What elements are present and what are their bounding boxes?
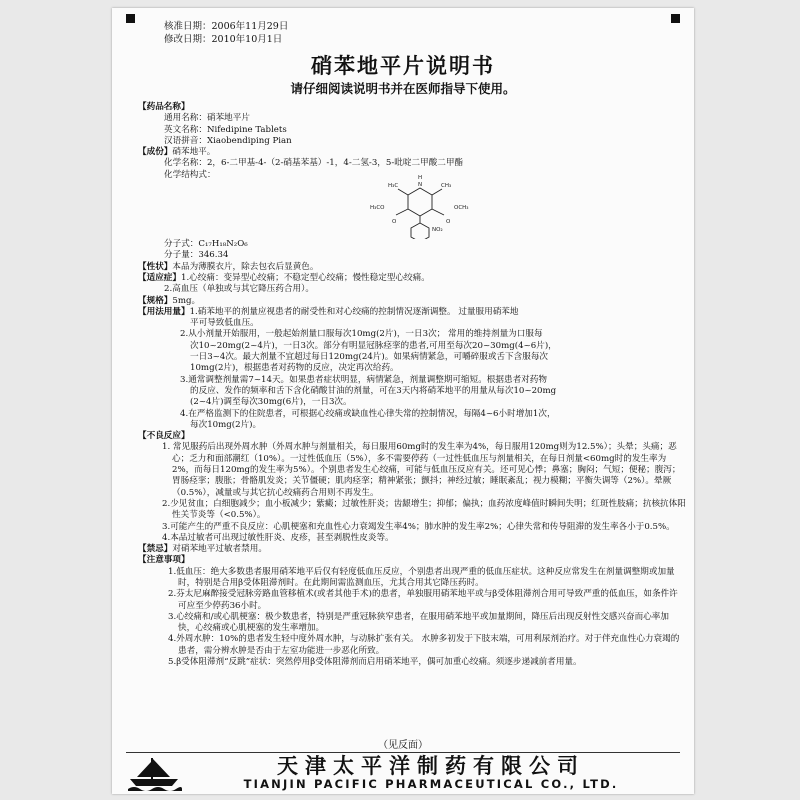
struct-label: OCH₃ bbox=[454, 205, 469, 212]
document-title: 硝苯地平片说明书 bbox=[311, 54, 495, 78]
spec-text: 5mg。 bbox=[172, 295, 201, 306]
pinyin-name: 汉语拼音：Xiaobendiping Pian bbox=[164, 135, 292, 146]
struct-label: CH₃ bbox=[441, 183, 452, 190]
dosage-line: 1.硝苯地平的剂量应视患者的耐受性和对心绞痛的控制情况逐渐调整。 过量服用硝苯地 bbox=[189, 306, 519, 317]
english-name: 英文名称：Nifedipine Tablets bbox=[164, 124, 287, 135]
adverse-item: 4.本品过敏者可出现过敏性肝炎、皮疹，甚至剥脱性皮炎等。 bbox=[162, 532, 394, 543]
dosage-line: 平可导致低血压。 bbox=[190, 318, 259, 329]
struct-label: NO₂ bbox=[432, 227, 443, 234]
dosage-line: 的反应、发作的频率和舌下含化硝酸甘油的剂量，可在3天内将硝苯地平的用量从每次10~20mg bbox=[190, 385, 557, 396]
properties-text: 本品为薄膜衣片，除去包衣后显黄色。 bbox=[172, 261, 319, 272]
dosage-line: 3.通常调整剂量需7~14天。如果患者症状明显，病情紧急，剂量调整期可缩短。根据患者对药物 bbox=[180, 374, 547, 385]
adverse-item: 1. 常见服药后出现外周水肿（外周水肿与剂量相关，每日服用60mg时的发生率为4%，每日服用120mg则为12.5%）；头晕；头痛；恶心；乏力和面部潮红（10%）。一过性低血压（5%），多不需要停药（一过性低血压与剂量相关，在每日剂量<60mg时的发生率为2%，而每日120mg的发生率为5%）。个别患者发生心绞痛，可能与低血压反应有关。还可见心悸；鼻塞；胸闷；气短；便秘；腹泻；胃肠痉挛；腹胀；骨骼肌发炎；关节僵硬；肌肉痉挛；精神紧张；颤抖；神经过敏；睡眠紊乱；视力模糊；平衡失调等（2%）。晕厥（0.5%），减量或与其它抗心绞痛药合用则不再发生。 bbox=[162, 442, 681, 498]
dosage-line: 4.在严格监测下的住院患者，可根据心绞痛或缺血性心律失常的控制情况，每隔4~6小时增加1次， bbox=[180, 408, 556, 419]
section-label-contra: 【禁忌】 bbox=[138, 544, 173, 555]
dosage-line: 10mg(2片)，根据患者对药物的反应，决定再次给药。 bbox=[190, 363, 399, 374]
structure-area bbox=[138, 175, 686, 239]
structure-label: 化学结构式： bbox=[164, 169, 216, 180]
section-label-composition: 【成份】 bbox=[138, 147, 173, 158]
phenyl-ring bbox=[411, 223, 429, 239]
chemical-structure-diagram bbox=[370, 173, 480, 239]
caution-item: 3.心绞痛和/或心肌梗塞：极少数患者，特别是严重冠脉狭窄患者，在服用硝苯地平或加量期间，降压后出现反射性交感兴奋而心率加快，心绞痛或心肌梗塞的发生率增加。 bbox=[168, 611, 669, 634]
spec-row bbox=[138, 296, 686, 307]
caution-item: 1.低血压：绝大多数患者服用硝苯地平后仅有轻度低血压反应，个别患者出现严重的低血压症状。这种反应常发生在剂量调整期或加量时，特别是合用β受体阻滞剂时。在此期间需监测血压，尤其合用其它降压药时。 bbox=[168, 566, 675, 588]
dosage-row bbox=[138, 307, 686, 318]
indication-item: 1.心绞痛：变异型心绞痛；不稳定型心绞痛；慢性稳定型心绞痛。 bbox=[180, 272, 430, 283]
section-label-name: 【药品名称】 bbox=[138, 102, 190, 112]
company-footer bbox=[126, 752, 680, 793]
company-name-en: TIANJIN PACIFIC PHARMACEUTICAL CO., LTD. bbox=[243, 777, 619, 791]
caution-item: 5.β受体阻滞剂“反跳”症状：突然停用β受体阻滞剂而启用硝苯地平，偶可加重心绞痛。须逐步递减前者用量。 bbox=[168, 657, 582, 668]
section-label-cautions: 【注意事项】 bbox=[138, 555, 190, 566]
dosage-line: (2~4片)调至每次30mg(6片)，一日3次。 bbox=[190, 397, 352, 408]
dosage-line: 一日3~4次。最大剂量不宜超过每日120mg(24片)。如果病情紧急，可嚼碎服或舌下含服每次 bbox=[190, 352, 549, 363]
struct-label: H bbox=[418, 175, 423, 182]
dosage-line: 每次10mg(2片)。 bbox=[190, 419, 262, 430]
dosage-line: 次10~20mg(2~4片)，一日3次。部分有明显冠脉痉挛的患者,可用至每次20~30mg(4~6片)， bbox=[190, 340, 557, 351]
section-label-indications: 【适应症】 bbox=[138, 272, 181, 283]
pyridine-ring bbox=[408, 188, 432, 216]
indications-row bbox=[138, 273, 686, 284]
caution-item: 4.外周水肿：10%的患者发生轻中度外周水肿，与动脉扩张有关。 水肿多初发于下肢末端，可用利尿剂治疗。对于伴充血性心力衰竭的患者，需分辨水肿是否由于左室功能进一步恶化所致。 bbox=[168, 634, 680, 656]
revise-date: 修改日期：2010年10月1日 bbox=[164, 34, 283, 45]
ship-logo-icon bbox=[126, 755, 182, 791]
contra-row bbox=[138, 544, 686, 555]
chemical-name: 化学名称：2，6-二甲基-4-（2-硝基苯基）-1，4-二氢-3，5-吡啶二甲酸二甲酯 bbox=[164, 158, 464, 169]
adverse-item: 2.少见贫血；白细胞减少；血小板减少；紫癜；过敏性肝炎；齿龈增生；抑郁；偏执；血药浓度峰值时瞬间失明；红斑性肢痛；抗核抗体阳性关节炎等（<0.5%）。 bbox=[162, 498, 686, 521]
struct-label: N bbox=[418, 182, 423, 189]
methyl-bond bbox=[398, 189, 408, 195]
struct-label: H₃C bbox=[388, 183, 399, 190]
company-name-cn: 天津太平洋制药有限公司 bbox=[277, 754, 585, 778]
molecular-weight: 分子量：346.34 bbox=[164, 250, 229, 261]
leaflet-body bbox=[138, 102, 686, 668]
dates-block bbox=[164, 20, 288, 46]
properties-row bbox=[138, 262, 686, 273]
molecular-formula: 分子式：C₁₇H₁₈N₂O₆ bbox=[164, 239, 248, 250]
composition-lead: 硝苯地平。 bbox=[172, 147, 216, 158]
approve-date: 核准日期：2006年11月29日 bbox=[164, 21, 289, 32]
section-label-dosage: 【用法用量】 bbox=[138, 306, 190, 317]
section-label-properties: 【性状】 bbox=[138, 261, 173, 272]
section-label-adverse: 【不良反应】 bbox=[138, 431, 190, 442]
contra-text: 对硝苯地平过敏者禁用。 bbox=[172, 544, 267, 555]
struct-label: O bbox=[446, 219, 451, 226]
registration-mark bbox=[126, 14, 135, 23]
ester-bond bbox=[396, 209, 408, 215]
registration-mark bbox=[671, 14, 680, 23]
ester-bond bbox=[432, 209, 444, 215]
section-label-spec: 【规格】 bbox=[138, 295, 173, 306]
leaflet-page bbox=[112, 8, 694, 794]
composition-row bbox=[138, 147, 686, 158]
methyl-bond bbox=[432, 189, 442, 195]
struct-label: O bbox=[392, 219, 397, 226]
struct-label: H₃CO bbox=[370, 205, 385, 212]
company-name-block bbox=[182, 755, 680, 791]
dosage-line: 2.从小剂量开始服用，一般起始剂量口服每次10mg(2片)，一日3次； 常用的维持剂量为口服每 bbox=[180, 329, 543, 340]
document-subtitle: 请仔细阅读说明书并在医师指导下使用。 bbox=[290, 81, 516, 96]
caution-item: 2.芬太尼麻醉接受冠脉旁路血管移植术(或者其他手术)的患者，单独服用硝苯地平或与β受体阻滞剂合用可导致严重的低血压，如条件许可应至少停药36小时。 bbox=[168, 589, 678, 611]
see-back-note: （见反面） bbox=[378, 740, 428, 751]
adverse-item: 3.可能产生的严重不良反应：心肌梗塞和充血性心力衰竭发生率4%；肺水肿的发生率2%；心律失常和传导阻滞的发生率各小于0.5%。 bbox=[162, 521, 675, 532]
generic-name: 通用名称：硝苯地平片 bbox=[164, 113, 250, 124]
indication-item: 2.高血压（单独或与其它降压药合用）。 bbox=[164, 284, 314, 295]
